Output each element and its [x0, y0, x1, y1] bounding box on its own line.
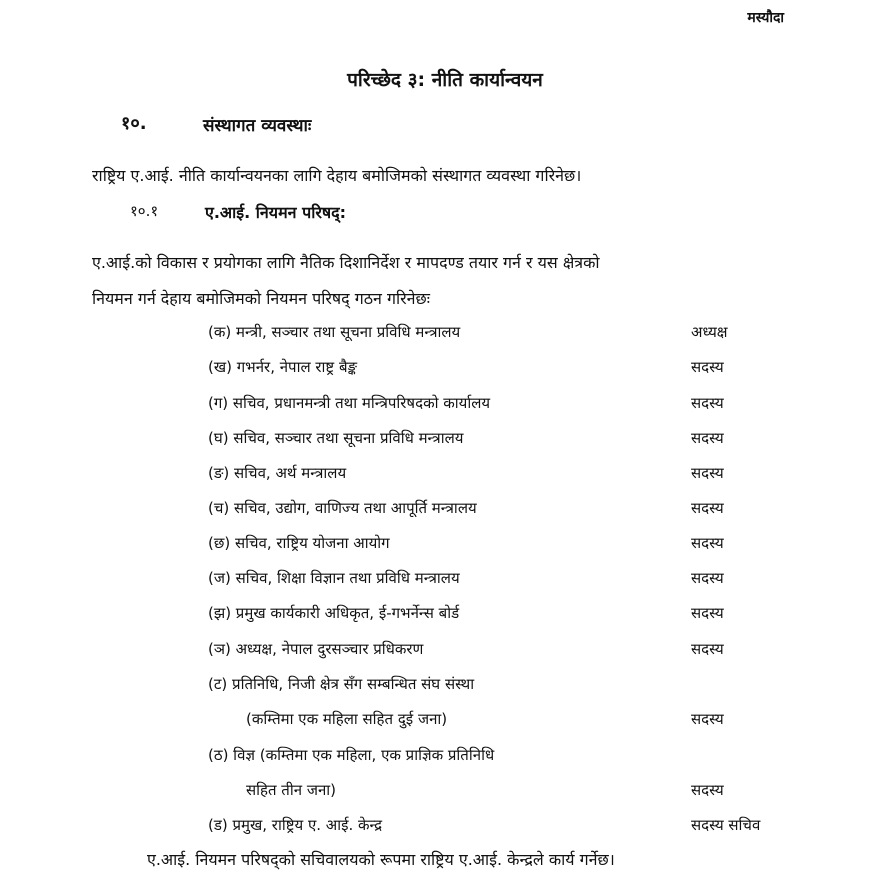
- member-nga: (ङ) सचिव, अर्थ मन्त्रालय: [208, 464, 347, 482]
- chapter-title: परिच्छेद ३: नीति कार्यान्वयन: [347, 69, 543, 91]
- member-cha: (च) सचिव, उद्योग, वाणिज्य तथा आपूर्ति मन्त्रालय: [208, 499, 477, 517]
- member-cha-role: सदस्य: [691, 499, 724, 517]
- member-ka: (क) मन्त्री, सञ्चार तथा सूचना प्रविधि मन्त्रालय: [208, 323, 461, 341]
- member-ka-role: अध्यक्ष: [691, 323, 728, 341]
- member-nga-role: सदस्य: [691, 464, 724, 482]
- closing-paragraph: ए.आई. नियमन परिषद्को सचिवालयको रूपमा राष्ट्रिय ए.आई. केन्द्रले कार्य गर्नेछ।: [147, 850, 615, 869]
- member-ja: (ज) सचिव, शिक्षा विज्ञान तथा प्रविधि मन्त्रालय: [208, 569, 460, 587]
- member-ga-role: सदस्य: [691, 394, 724, 412]
- draft-label: मस्यौदा: [747, 10, 784, 26]
- member-tha-continued: सहित तीन जना): [246, 781, 337, 799]
- subsection-title: ए.आई. नियमन परिषद्:: [205, 203, 347, 222]
- member-chha: (छ) सचिव, राष्ट्रिय योजना आयोग: [208, 534, 390, 552]
- member-jha: (झ) प्रमुख कार्यकारी अधिकृत, ई-गभर्नेन्स बोर्ड: [208, 604, 460, 622]
- member-ga: (ग) सचिव, प्रधानमन्त्री तथा मन्त्रिपरिषदको कार्यालय: [208, 394, 491, 412]
- member-ta-role: सदस्य: [691, 710, 724, 728]
- member-kha-role: सदस्य: [691, 358, 724, 376]
- member-ta: (ट) प्रतिनिधि, निजी क्षेत्र सँग सम्बन्धित संघ संस्था: [208, 675, 475, 693]
- intro-paragraph: राष्ट्रिय ए.आई. नीति कार्यान्वयनका लागि देहाय बमोजिमको संस्थागत व्यवस्था गरिनेछ।: [92, 166, 582, 185]
- council-paragraph-line1: ए.आई.को विकास र प्रयोगका लागि नैतिक दिशानिर्देश र मापदण्ड तयार गर्न र यस क्षेत्रको: [92, 253, 600, 272]
- council-paragraph-line2: नियमन गर्न देहाय बमोजिमको नियमन परिषद् गठन गरिनेछः: [92, 289, 431, 308]
- member-nya: (ञ) अध्यक्ष, नेपाल दुरसञ्चार प्रधिकरण: [208, 640, 424, 658]
- member-chha-role: सदस्य: [691, 534, 724, 552]
- member-nya-role: सदस्य: [691, 640, 724, 658]
- member-tha: (ठ) विज्ञ (कम्तिमा एक महिला, एक प्राज्ञिक प्रतिनिधि: [208, 746, 495, 764]
- member-ja-role: सदस्य: [691, 569, 724, 587]
- member-da-role: सदस्य सचिव: [691, 816, 761, 834]
- subsection-number: १०.१: [130, 202, 159, 220]
- member-jha-role: सदस्य: [691, 604, 724, 622]
- section-title: संस्थागत व्यवस्थाः: [203, 116, 312, 136]
- member-ta-continued: (कम्तिमा एक महिला सहित दुई जना): [246, 710, 448, 728]
- member-gha: (घ) सचिव, सञ्चार तथा सूचना प्रविधि मन्त्रालय: [208, 429, 464, 447]
- member-da: (ड) प्रमुख, राष्ट्रिय ए. आई. केन्द्र: [208, 816, 383, 834]
- member-kha: (ख) गभर्नर, नेपाल राष्ट्र बैङ्क: [208, 358, 358, 376]
- member-tha-role: सदस्य: [691, 781, 724, 799]
- section-number: १०.: [121, 113, 147, 134]
- member-gha-role: सदस्य: [691, 429, 724, 447]
